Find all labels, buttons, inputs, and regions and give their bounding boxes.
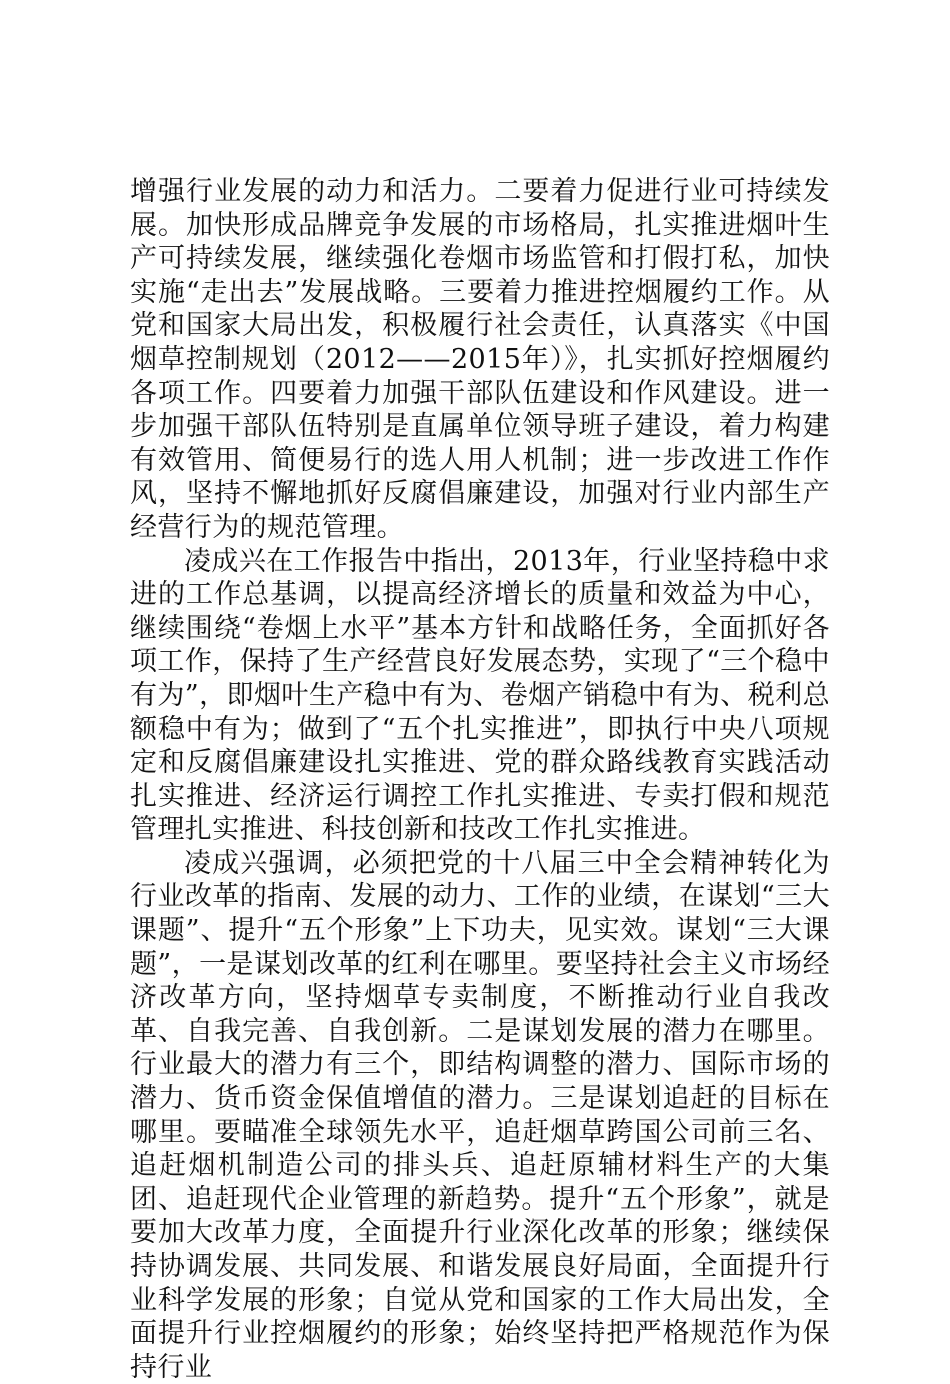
paragraph-emphasis: 凌成兴强调，必须把党的十八届三中全会精神转化为行业改革的指南、发展的动力、工作的业绩，在谋划“三大课题”、提升“五个形象”上下功夫，见实效。谋划“三大课题”，一是谋划改革的红利在哪里。要坚持社会主义市场经济改革方向，坚持烟草专卖制度，不断推动行业自我改革、自我完善、自我创新。二是谋划发展的潜力在哪里。行业最大的潜力有三个，即结构调整的潜力、国际市场的潜力、货币资金保值增值的潜力。三是谋划追赶的目标在哪里。要瞄准全球领先水平，追赶烟草跨国公司前三名、追赶烟机制造公司的排头兵、追赶原辅材料生产的大集团、追赶现代企业管理的新趋势。提升“五个形象”，就是要加大改革力度，全面提升行业深化改革的形象；继续保持协调发展、共同发展、和谐发展良好局面，全面提升行业科学发展的形象；自觉从党和国家的工作大局出发，全面提升行业控烟履约的形象；始终坚持把严格规范作为保持行业	[130, 847, 830, 1383]
paragraph-continuation: 增强行业发展的动力和活力。二要着力促进行业可持续发展。加快形成品牌竞争发展的市场格局，扎实推进烟叶生产可持续发展，继续强化卷烟市场监管和打假打私，加快实施“走出去”发展战略。三要着力推进控烟履约工作。从党和国家大局出发，积极履行社会责任，认真落实《中国烟草控制规划（2012——2015年）》，扎实抓好控烟履约各项工作。四要着力加强干部队伍建设和作风建设。进一步加强干部队伍特别是直属单位领导班子建设，着力构建有效管用、简便易行的选人用人机制；进一步改进工作作风，坚持不懈地抓好反腐倡廉建设，加强对行业内部生产经营行为的规范管理。	[130, 176, 830, 543]
paragraph-work-report: 凌成兴在工作报告中指出，2013年，行业坚持稳中求进的工作总基调，以提高经济增长的质量和效益为中心，继续围绕“卷烟上水平”基本方针和战略任务，全面抓好各项工作，保持了生产经营良好发展态势，实现了“三个稳中有为”，即烟叶生产稳中有为、卷烟产销稳中有为、税利总额稳中有为；做到了“五个扎实推进”，即执行中央八项规定和反腐倡廉建设扎实推进、党的群众路线教育实践活动扎实推进、经济运行调控工作扎实推进、专卖打假和规范管理扎实推进、科技创新和技改工作扎实推进。	[130, 545, 830, 846]
document-page	[130, 175, 830, 1384]
